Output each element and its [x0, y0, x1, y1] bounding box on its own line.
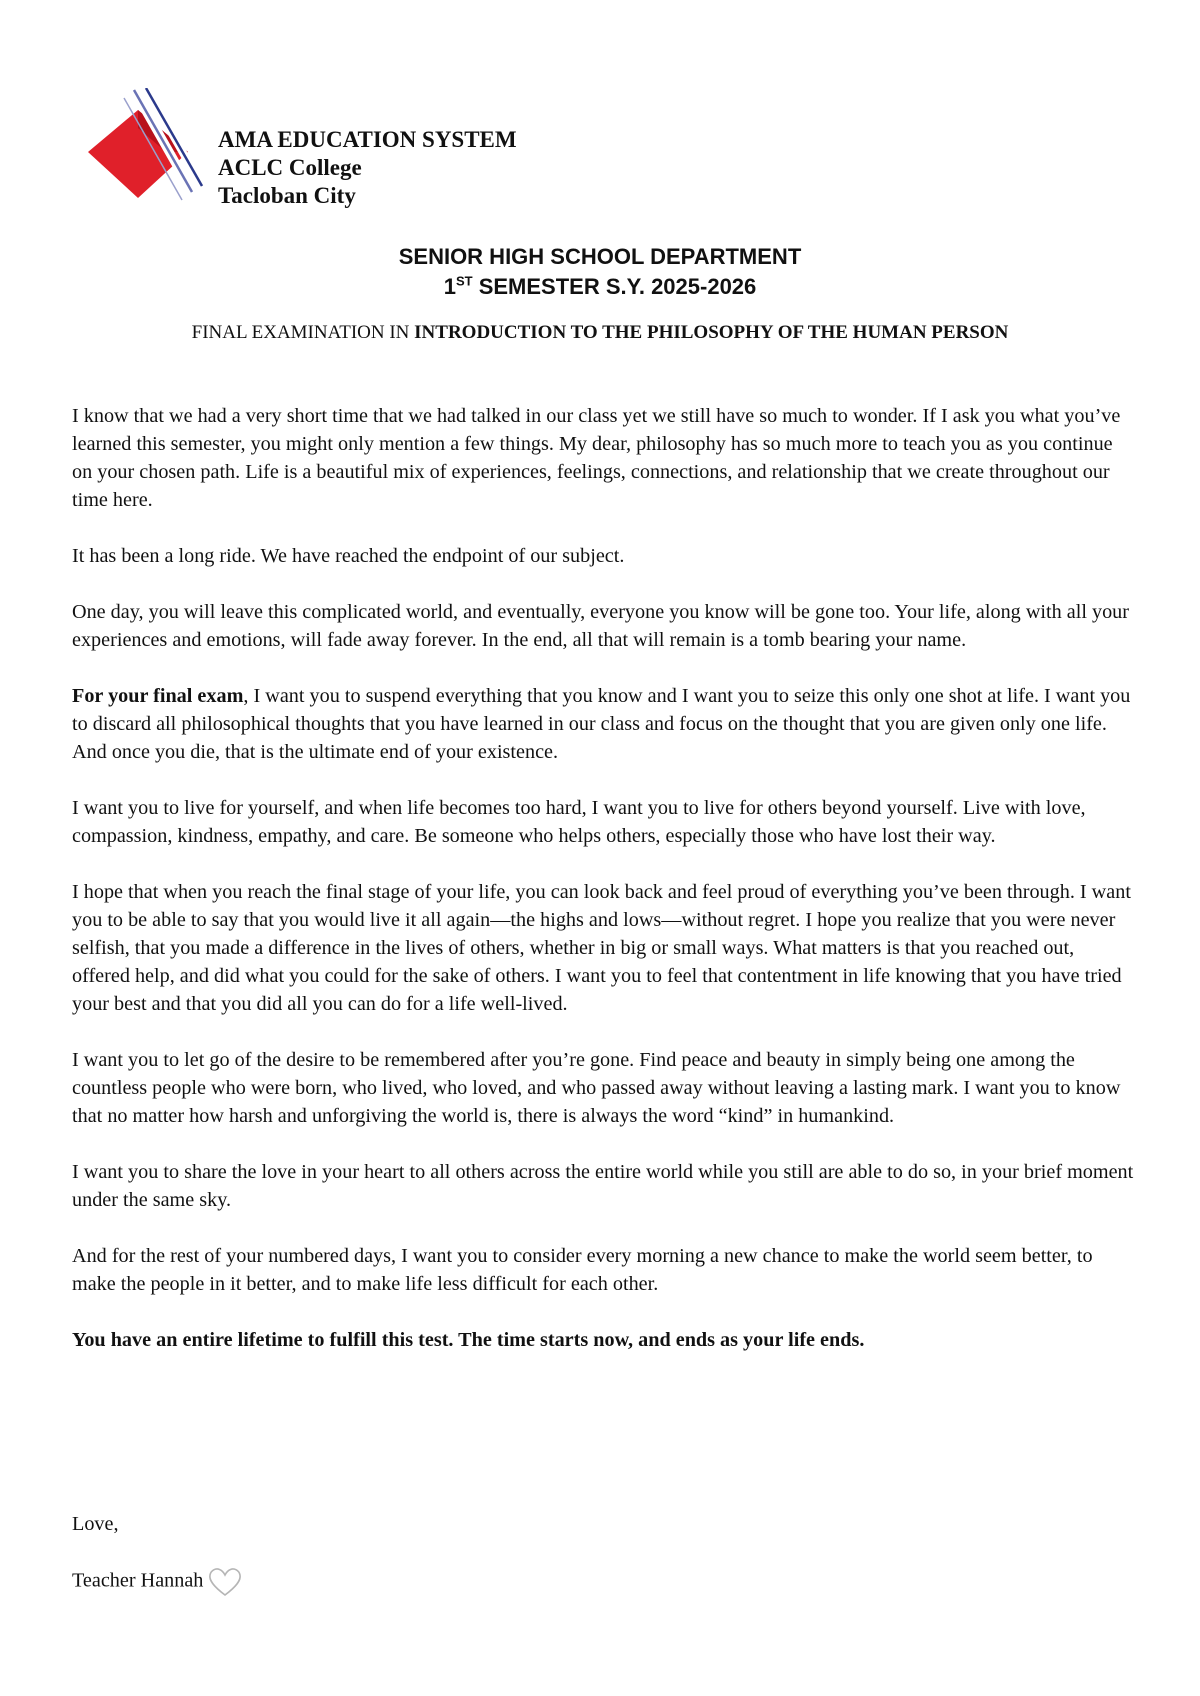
city-name: Tacloban City: [218, 183, 356, 208]
signoff: [72, 1510, 243, 1626]
final-exam-lead: For your final exam: [72, 685, 244, 707]
exam-prefix: FINAL EXAMINATION IN: [191, 322, 415, 343]
letterhead: [84, 88, 604, 218]
paragraph-1: I know that we had a very short time that we had talked in our class yet we still have so much to wonder. If I ask you what you’ve learned this semester, you might only mention a few things. My dear, philosophy has so much more to teach you as you continue on your chosen path. Life is a beautiful mix of experiences, feelings, connections, and relationship that we create throughout our time here.: [72, 405, 1121, 511]
paragraph-10: You have an entire lifetime to fulfill this test. The time starts now, and ends as your life ends.: [72, 1329, 865, 1351]
signature: Teacher Hannah: [72, 1569, 204, 1592]
closing: Love,: [72, 1513, 119, 1535]
paragraph-9: And for the rest of your numbered days, I want you to consider every morning a new chance to make the world seem better, to make the people in it better, and to make life less difficult for each other.: [72, 1245, 1093, 1295]
system-name: AMA EDUCATION SYSTEM: [218, 127, 517, 152]
exam-subject: INTRODUCTION TO THE PHILOSOPHY OF THE HUMAN PERSON: [414, 322, 1009, 343]
department-heading: [0, 242, 1200, 302]
ama-diamond-logo-icon: [84, 88, 212, 216]
paragraph-5: I want you to live for yourself, and when life becomes too hard, I want you to live for others beyond yourself. Live with love, compassion, kindness, empathy, and care. Be someone who helps others, especially those who have lost their way.: [72, 797, 1086, 847]
letter-body: [72, 402, 1134, 1382]
paragraph-3: One day, you will leave this complicated world, and eventually, everyone you know will be gone too. Your life, along with all your experiences and emotions, will fade away forever. In the end, all that will remain is a tomb bearing your name.: [72, 601, 1129, 651]
paragraph-8: I want you to share the love in your heart to all others across the entire world while you still are able to do so, in your brief moment under the same sky.: [72, 1161, 1134, 1211]
semester-line: 1ST SEMESTER S.Y. 2025-2026: [443, 273, 757, 299]
signature-line: [72, 1566, 243, 1598]
exam-title: [0, 322, 1200, 344]
paragraph-2: It has been a long ride. We have reached the endpoint of our subject.: [72, 545, 625, 567]
paragraph-6: I hope that when you reach the final stage of your life, you can look back and feel proud of everything you’ve been through. I want you to be able to say that you would live it all again—the highs and lows—without regret. I hope you realize that you were never selfish, that you made a difference in the lives of others, whether in big or small ways. What matters is that you reached out, offered help, and did what you could for the sake of others. I want you to feel that contentment in life knowing that you have tried your best and that you did all you can do for a life well-lived.: [72, 881, 1131, 1015]
paragraph-7: I want you to let go of the desire to be remembered after you’re gone. Find peace and beauty in simply being one among the countless people who were born, who lived, who loved, and who passed away without leaving a lasting mark. I want you to know that no matter how harsh and unforgiving the world is, there is always the word “kind” in humankind.: [72, 1049, 1121, 1127]
department-title: SENIOR HIGH SCHOOL DEPARTMENT: [398, 244, 802, 269]
heart-outline-icon: [207, 1566, 243, 1598]
college-name: ACLC College: [218, 155, 362, 180]
paragraph-4: For your final exam, I want you to suspend everything that you know and I want you to seize this only one shot at life. I want you to discard all philosophical thoughts that you have learned in our class and focus on the thought that you are given only one life. And once you die, that is the ultimate end of your existence.: [72, 685, 1131, 763]
school-name-block: [218, 126, 517, 210]
